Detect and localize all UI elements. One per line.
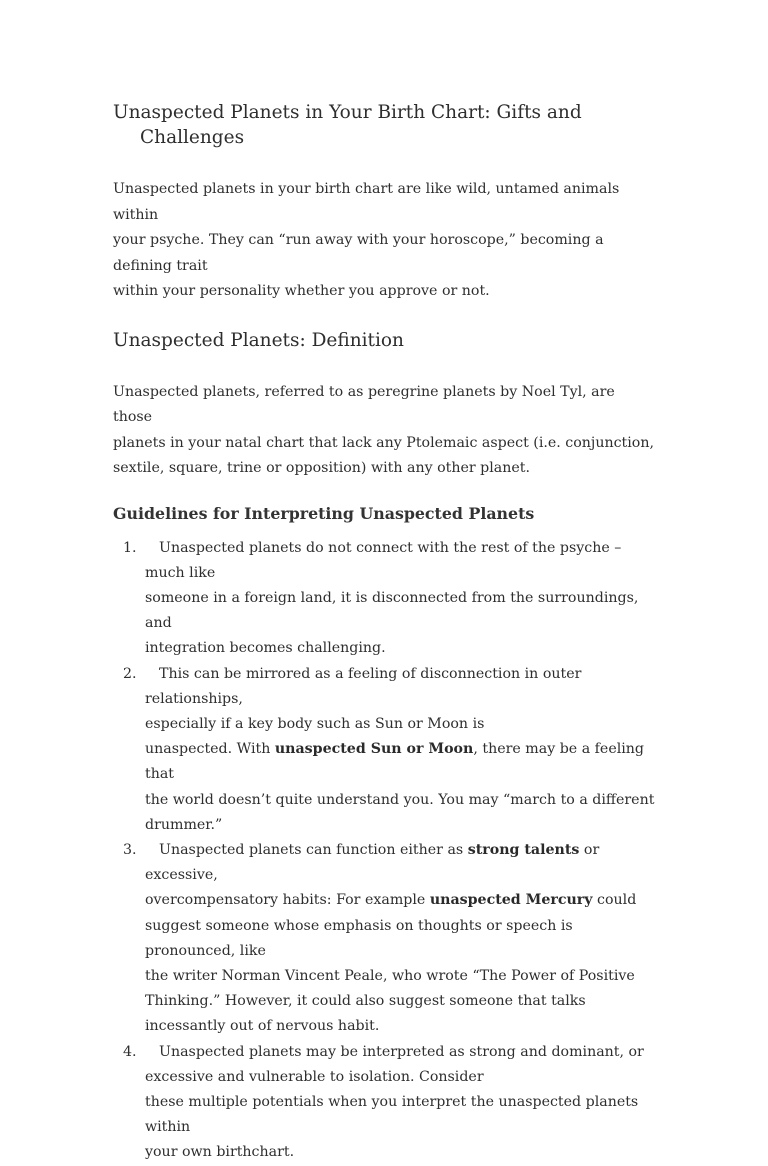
list-item: 1. Unaspected planets do not connect with the rest of the psyche – much like someone in a foreign land, it is disconnected from the surroundings, and integration becomes challenging. <box>113 536 658 662</box>
intro-line: within your personality whether you approve or not. <box>113 283 490 299</box>
list-number: 1. <box>123 539 137 556</box>
definition-paragraph <box>113 380 658 482</box>
guidelines-heading: Guidelines for Interpreting Unaspected Planets <box>113 503 535 523</box>
bold-term: unaspected Mercury <box>429 892 593 909</box>
intro-paragraph <box>113 177 658 305</box>
intro-line: your psyche. They can “run away with your horoscope,” becoming a defining trait <box>113 232 604 274</box>
document-page <box>113 100 658 1166</box>
list-item: 2. This can be mirrored as a feeling of disconnection in outer relationships, especially if a key body such as Sun or Moon is unaspected. With unaspected Sun or Moon, there may be a feeling that the world doesn’t quite understand you. You may “march to a different drummer.” <box>113 662 658 838</box>
bold-term: strong talents <box>467 841 580 858</box>
list-item: 4. Unaspected planets may be interpreted as strong and dominant, or excessive and vulnerable to isolation. Consider these multiple potentials when you interpret the unaspected planets within your own birthchart. <box>113 1040 658 1166</box>
definition-line: sextile, square, trine or opposition) with any other planet. <box>113 460 530 476</box>
list-number: 2. <box>123 665 137 682</box>
list-number: 4. <box>123 1043 137 1060</box>
list-number: 3. <box>123 841 137 858</box>
intro-line: Unaspected planets in your birth chart are like wild, untamed animals within <box>113 181 620 223</box>
guidelines-list <box>113 536 658 1166</box>
definition-line: Unaspected planets, referred to as peregrine planets by Noel Tyl, are those <box>113 383 615 425</box>
definition-line: planets in your natal chart that lack any Ptolemaic aspect (i.e. conjunction, <box>113 434 654 451</box>
list-item: 3. Unaspected planets can function either as strong talents or excessive, overcompensatory habits: For example unaspected Mercury could suggest someone whose emphasis on thoughts or speech is pronounced, like the writer Norman Vincent Peale, who wrote “The Power of Positive Thinking.” However, it could also suggest someone that talks incessantly out of nervous habit. <box>113 838 658 1040</box>
bold-term: unaspected Sun or Moon <box>274 741 474 758</box>
document-title: Unaspected Planets in Your Birth Chart: Gifts and Challenges <box>113 102 582 148</box>
definition-heading: Unaspected Planets: Definition <box>113 329 404 351</box>
